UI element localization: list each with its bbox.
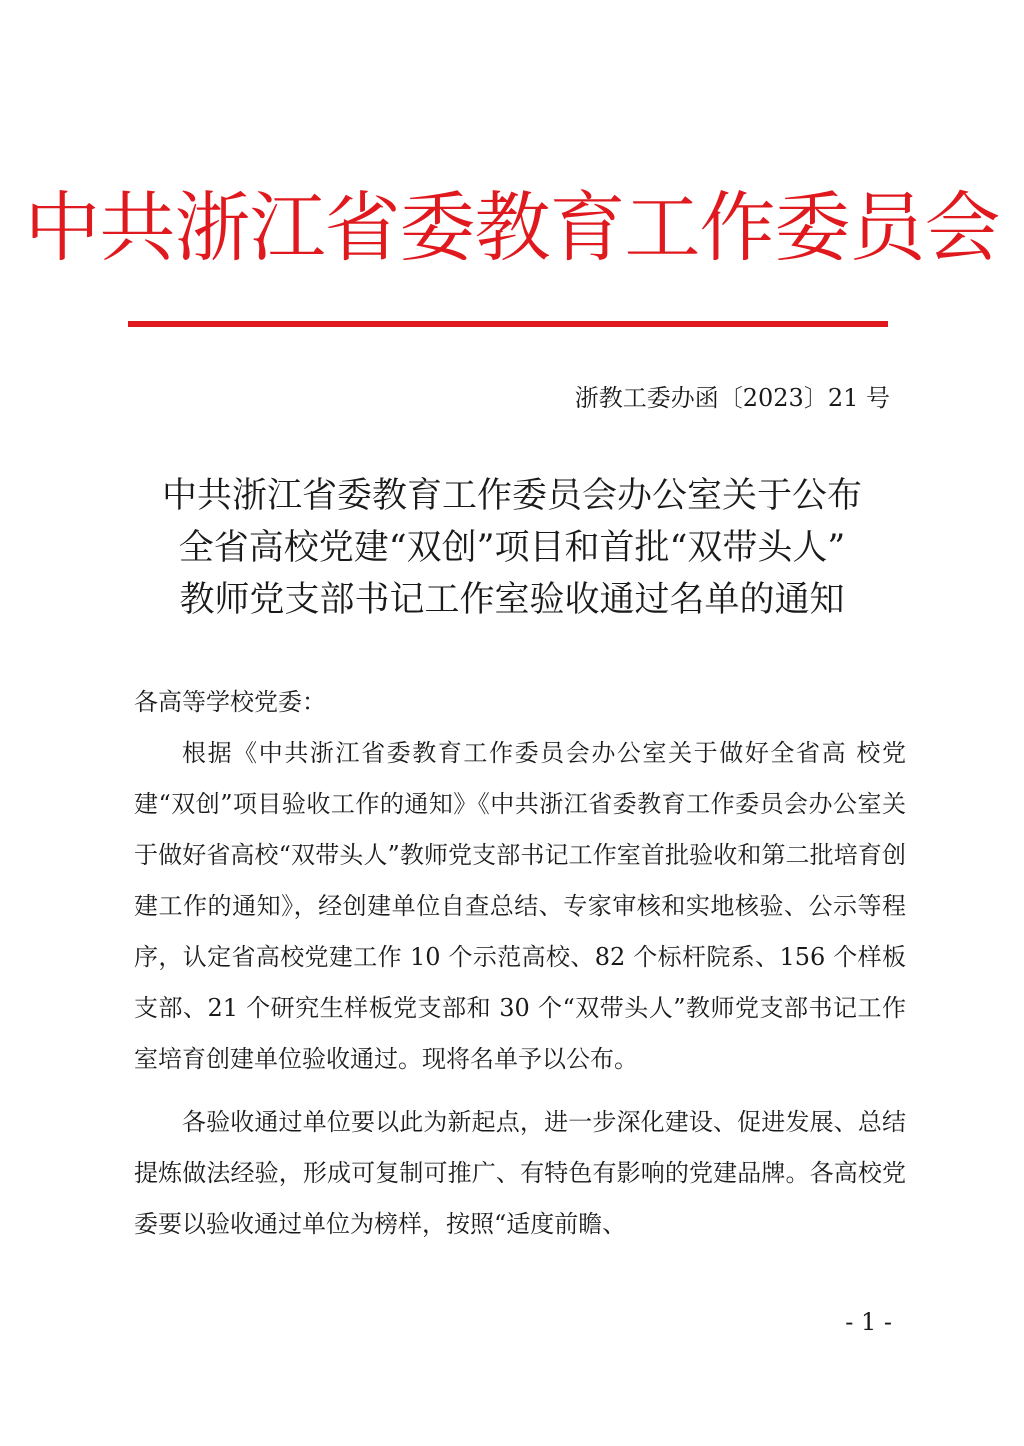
red-separator-line (128, 321, 888, 327)
body-paragraph: 根据《中共浙江省委教育工作委员会办公室关于做好全省高 校党建“双创”项目验收工作的通知》《中共浙江省委教育工作委员会办公室关于做好省高校“双带头人”教师党支部书记工作室首批验收和第二批培育创建工作的通知》，经创建单位自查总结、专家审核和实地核验、公示等程序，认定省高校党建工作 10 个示范高校、82 个标杆院系、156 个样板支部、21 个研究生样板党支部和 30 个“双带头人”教师党支部书记工作室培育创建单位验收通过。现将名单予以公布。 (134, 739, 906, 1073)
body-paragraph: 各验收通过单位要以此为新起点，进一步深化建设、促进发展、总结提炼做法经验，形成可复制可推广、有特色有影响的党建品牌。各高校党委要以验收通过单位为榜样，按照“适度前瞻、 (134, 1108, 906, 1238)
notice-body (134, 728, 906, 1250)
document-number: 浙教工委办函〔2023〕21 号 (574, 384, 890, 412)
notice-title (100, 470, 924, 626)
page-number: - 1 - (845, 1308, 892, 1336)
notice-title-line: 中共浙江省委教育工作委员会办公室关于公布 (161, 476, 862, 516)
notice-title-line: 教师党支部书记工作室验收通过名单的通知 (179, 580, 845, 620)
addressee: 各高等学校党委： (134, 688, 326, 716)
issuing-authority-title: 中共浙江省委教育工作委员会 (24, 183, 1000, 272)
notice-title-line: 全省高校党建“双创”项目和首批“双带头人” (178, 528, 846, 568)
